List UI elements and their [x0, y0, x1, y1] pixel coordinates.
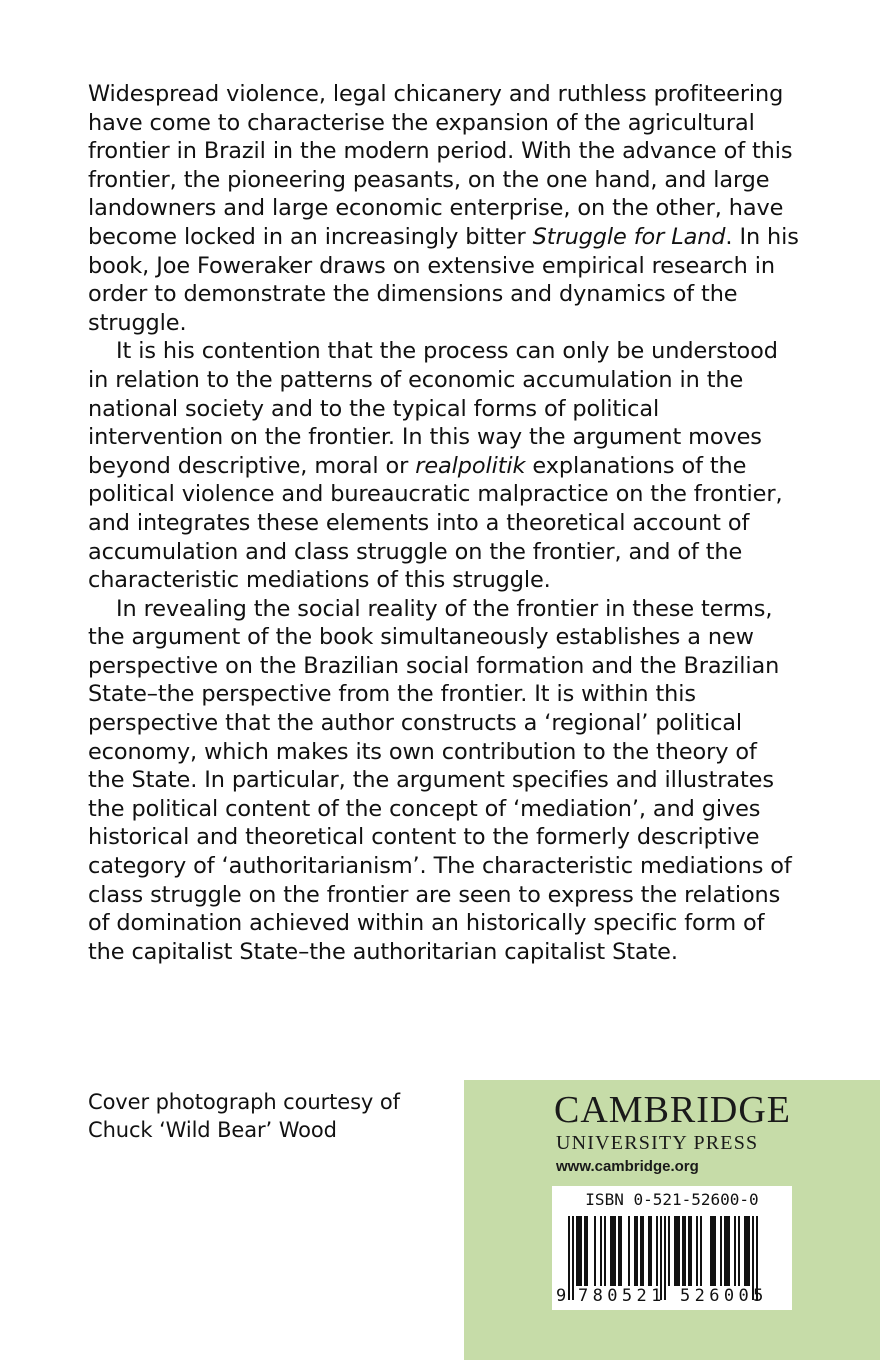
barcode-box: [552, 1186, 792, 1310]
barcode-bar: [584, 1216, 586, 1286]
photo-credit-line-1: Cover photograph courtesy of: [88, 1090, 400, 1114]
barcode-bar: [726, 1216, 728, 1286]
barcode-bar: [714, 1216, 716, 1286]
publisher-panel: [464, 1080, 880, 1360]
barcode-bar: [594, 1216, 596, 1286]
barcode-bar: [634, 1216, 636, 1286]
book-title-italic: Struggle for Land: [532, 223, 726, 250]
barcode-bar: [668, 1216, 670, 1286]
barcode-bar: [636, 1216, 638, 1286]
barcode-bar: [696, 1216, 698, 1286]
barcode-bar: [676, 1216, 678, 1286]
barcode-bar: [720, 1216, 722, 1286]
publisher-name: CAMBRIDGE: [554, 1089, 792, 1131]
publisher-url: www.cambridge.org: [556, 1158, 699, 1175]
barcode-bar: [578, 1216, 580, 1286]
barcode-bar: [744, 1216, 746, 1286]
blurb-p2-text-end: explanations of the political violence and bureaucratic malpractice on the frontier, and integrates these elements into a theoretical account of accumulation and class struggle on the frontier, and of the characteristic mediations of this struggle.: [88, 452, 783, 594]
ean-right-digits: 526005: [680, 1286, 768, 1306]
photo-credit-line-2: Chuck ‘Wild Bear’ Wood: [88, 1118, 337, 1142]
barcode-bar: [600, 1216, 602, 1286]
barcode-bar: [734, 1216, 736, 1286]
barcode-bar: [710, 1216, 712, 1286]
barcode-bar: [628, 1216, 630, 1286]
barcode-bar: [618, 1216, 620, 1286]
barcode-bar: [656, 1216, 658, 1286]
realpolitik-italic: realpolitik: [415, 452, 526, 479]
barcode-bar: [728, 1216, 730, 1286]
barcode-bar: [568, 1216, 570, 1300]
barcode-bar: [580, 1216, 582, 1286]
barcode-bar: [712, 1216, 714, 1286]
barcode-bar: [642, 1216, 644, 1286]
blurb-p1-text: Widespread violence, legal chicanery and ruthless profiteering have come to characterise the expansion of the agricultural frontier in Brazil in the modern period. With the advance of this frontier, the pioneering peasants, on the one hand, and large landowners and large economic enterprise, on the other, have become locked in an increasingly bitter: [88, 81, 793, 250]
barcode-bar: [678, 1216, 680, 1286]
barcode-bar: [612, 1216, 614, 1286]
barcode-bar: [586, 1216, 588, 1286]
blurb-p1-text-end: . In his book, Joe Foweraker draws on extensive empirical research in order to demonstrate the dimensions and dynamics of the struggle.: [88, 223, 799, 336]
barcode-bar: [640, 1216, 642, 1286]
barcode-bar: [690, 1216, 692, 1286]
publisher-press: UNIVERSITY PRESS: [556, 1132, 759, 1154]
barcode-bar: [724, 1216, 726, 1286]
barcode-bar: [746, 1216, 748, 1286]
barcode-bar: [688, 1216, 690, 1286]
barcode-bar: [648, 1216, 650, 1286]
barcode-bar: [620, 1216, 622, 1286]
photo-credit: [88, 1088, 400, 1144]
barcode-bar: [748, 1216, 750, 1286]
barcode-bar: [674, 1216, 676, 1286]
barcode-bar: [650, 1216, 652, 1286]
barcode-bar: [614, 1216, 616, 1286]
back-cover-blurb: [88, 80, 800, 966]
barcode-bar: [684, 1216, 686, 1286]
barcode-bar: [604, 1216, 606, 1286]
blurb-p2-text: It is his contention that the process can only be understood in relation to the patterns of economic accumulation in the national society and to the typical forms of political intervention on the frontier. In this way the argument moves beyond descriptive, moral or: [88, 338, 778, 479]
blurb-paragraph-3: In revealing the social reality of the frontier in these terms, the argument of the book simultaneously establishes a new perspective on the Brazilian social formation and the Brazilian State–the perspective from the frontier. It is within this perspective that the author constructs a ‘regional’ political economy, which makes its own contribution to the theory of the State. In particular, the argument specifies and illustrates the political content of the concept of ‘mediation’, and gives historical and theoretical content to the formerly descriptive category of ‘authoritarianism’. The characteristic mediations of class struggle on the frontier are seen to express the relations of domination achieved within an historically specific form of the capitalist State–the authoritarian capitalist State.: [88, 595, 792, 965]
barcode-bar: [576, 1216, 578, 1286]
ean-left-digits: 780521: [578, 1286, 666, 1306]
isbn-label: ISBN 0-521-52600-0: [585, 1190, 759, 1209]
barcode-bar: [572, 1216, 574, 1300]
barcode-bar: [700, 1216, 702, 1286]
blurb-paragraph-1: [88, 80, 800, 337]
barcode-bar: [738, 1216, 740, 1286]
ean-first-digit: 9: [556, 1286, 567, 1306]
blurb-paragraph-2: [88, 337, 800, 594]
barcode-bar: [610, 1216, 612, 1286]
barcode-bar: [682, 1216, 684, 1286]
